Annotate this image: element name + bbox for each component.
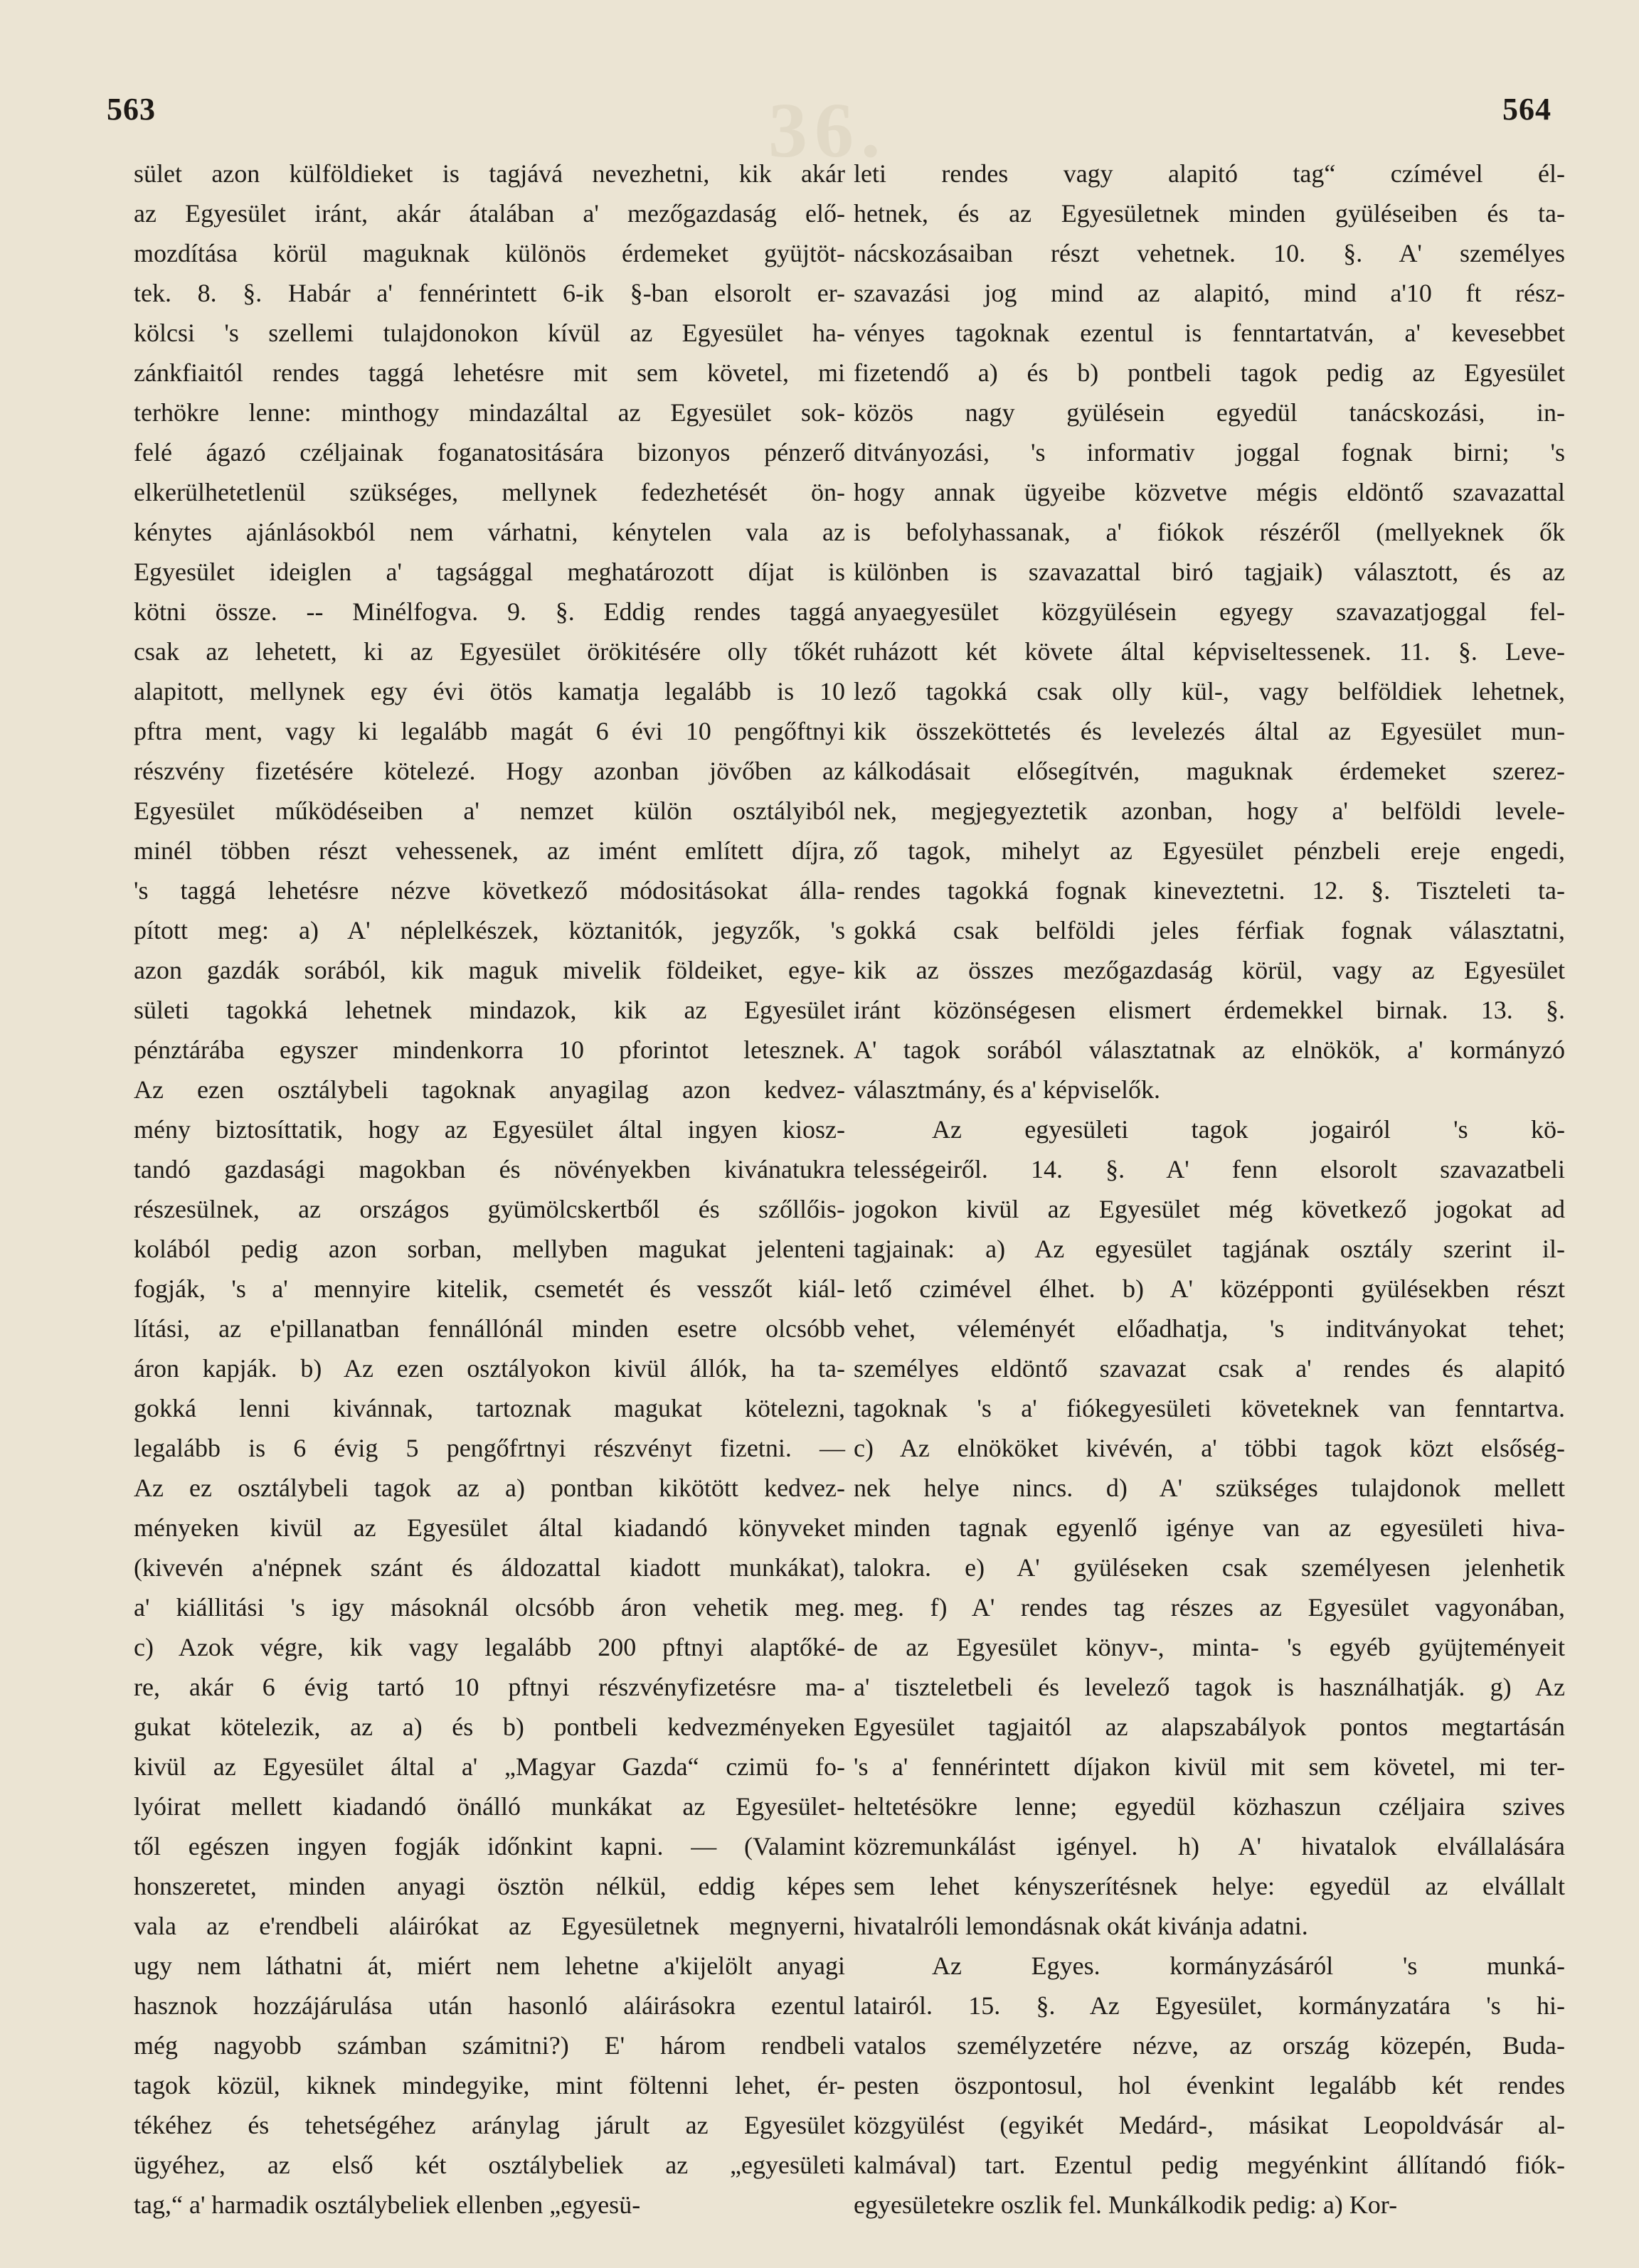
text-line: különben is szavazattal biró tagjaik) választott, és az — [854, 558, 1565, 586]
text-line: pesten öszpontosul, hol évenkint legalább két rendes — [854, 2071, 1565, 2099]
text-line: terhökre lenne: minthogy mindazáltal az Egyesület sok- — [134, 398, 845, 427]
text-line: Az Egyes. kormányzásáról 's munká- — [932, 1952, 1565, 1980]
text-line: kik összeköttetés és levelezés által az Egyesület mun- — [854, 717, 1565, 745]
text-line: Egyesület tagjaitól az alapszabályok pontos megtartásán — [854, 1713, 1565, 1741]
text-line: alapitott, mellynek egy évi ötös kamatja legalább is 10 — [134, 677, 845, 706]
text-line: Az ezen osztálybeli tagoknak anyagilag azon kedvez- — [134, 1075, 845, 1104]
text-line: pított meg: a) A' néplelkészek, köztanitók, jegyzők, 's — [134, 916, 845, 944]
text-line: sületi tagokká lehetnek mindazok, kik az Egyesület — [134, 996, 845, 1024]
text-line: személyes eldöntő szavazat csak a' rendes és alapitó — [854, 1354, 1565, 1383]
text-line: tagok közül, kiknek mindegyike, mint föltenni lehet, ér- — [134, 2071, 845, 2099]
text-line: vehet, véleményét előadhatja, 's inditványokat tehet; — [854, 1314, 1565, 1343]
text-line: kalmával) tart. Ezentul pedig megyénkint állítandó fiók- — [854, 2151, 1565, 2179]
text-line: mozdítása körül maguknak különös érdemeket gyüjtöt- — [134, 239, 845, 267]
text-line: lyóirat mellett kiadandó önálló munkákat az Egyesület- — [134, 1792, 845, 1821]
text-line: kötni össze. -- Minélfogva. 9. §. Eddig rendes taggá — [134, 597, 845, 626]
text-line: hogy annak ügyeibe közvetve mégis eldöntő szavazattal — [854, 478, 1565, 506]
text-line: lező tagokká csak olly kül-, vagy belföldiek lehetnek, — [854, 677, 1565, 706]
left-text-column — [134, 154, 845, 2225]
text-line: latairól. 15. §. Az Egyesület, kormányzatára 's hi- — [854, 1991, 1565, 2020]
text-line: felé ágazó czéljainak foganatositására bizonyos pénzerő — [134, 438, 845, 467]
text-line: fizetendő a) és b) pontbeli tagok pedig az Egyesület — [854, 358, 1565, 387]
text-line: azon gazdák sorából, kik maguk mivelik földeiket, egye- — [134, 956, 845, 984]
text-line: kivül az Egyesület által a' „Magyar Gazda“ czimü fo- — [134, 1752, 845, 1781]
text-line: egyesületekre oszlik fel. Munkálkodik pedig: a) Kor- — [854, 2190, 1398, 2219]
text-line: Az egyesületi tagok jogairól 's kö- — [932, 1115, 1565, 1144]
text-line: vatalos személyzetére nézve, az ország közepén, Buda- — [854, 2031, 1565, 2060]
text-line: heltetésökre lenne; egyedül közhaszun czéljaira szives — [854, 1792, 1565, 1821]
text-line: tagjainak: a) Az egyesület tagjának osztály szerint il- — [854, 1235, 1565, 1263]
text-line: re, akár 6 évig tartó 10 pftnyi részvényfizetésre ma- — [134, 1673, 845, 1701]
right-text-column — [854, 154, 1565, 2225]
text-line: ző tagok, mihelyt az Egyesület pénzbeli ereje engedi, — [854, 836, 1565, 865]
text-line: lítási, az e'pillanatban fennállónál minden esetre olcsóbb — [134, 1314, 845, 1343]
text-line: közgyülést (egyikét Medárd-, másikat Leopoldvásár al- — [854, 2111, 1565, 2139]
text-line: még nagyobb számban számitni?) E' három rendbeli — [134, 2031, 845, 2060]
text-line: csak az lehetett, ki az Egyesület örökitésére olly tőkét — [134, 637, 845, 666]
text-line: tandó gazdasági magokban és növényekben kivánatukra — [134, 1155, 845, 1183]
text-line: is befolyhassanak, a' fiókok részéről (mellyeknek ők — [854, 518, 1565, 546]
text-line: részesülnek, az országos gyümölcskertből és szőllőis- — [134, 1195, 845, 1223]
text-line: Egyesület működéseiben a' nemzet külön osztályiból — [134, 797, 845, 825]
text-line: anyaegyesület közgyülésein egyegy szavazatjoggal fel- — [854, 597, 1565, 626]
text-line: pénztárába egyszer mindenkorra 10 pforintot letesznek. — [134, 1035, 845, 1064]
text-line: iránt közönségesen elismert érdemekkel birnak. 13. §. — [854, 996, 1565, 1024]
ink-bleed-mark: 36. — [768, 87, 888, 174]
text-line: tag,“ a' harmadik osztálybeliek ellenben „egyesü- — [134, 2190, 641, 2219]
text-line: minden tagnak egyenlő igénye van az egyesületi hiva- — [854, 1513, 1565, 1542]
text-line: kölcsi 's szellemi tulajdonokon kívül az Egyesület ha- — [134, 319, 845, 347]
text-line: Egyesület ideiglen a' tagsággal meghatározott díjat is — [134, 558, 845, 586]
text-line: 's a' fennérintett díjakon kivül mit sem követel, mi ter- — [854, 1752, 1565, 1781]
text-line: telességeiről. 14. §. A' fenn elsorolt szavazatbeli — [854, 1155, 1565, 1183]
text-line: c) Azok végre, kik vagy legalább 200 pftnyi alaptőké- — [134, 1633, 845, 1661]
text-line: hivatalróli lemondásnak okát kivánja adatni. — [854, 1912, 1308, 1940]
text-line: ruházott két követe által képviseltessenek. 11. §. Leve- — [854, 637, 1565, 666]
text-line: gokká lenni kivánnak, tartoznak magukat kötelezni, — [134, 1394, 845, 1422]
text-line: legalább is 6 évig 5 pengőfrtnyi részvényt fizetni. — — [134, 1434, 845, 1462]
text-line: vala az e'rendbeli aláirókat az Egyesületnek megnyerni, — [134, 1912, 845, 1940]
page-number-right: 564 — [1502, 92, 1552, 127]
text-line: közremunkálást igényel. h) A' hivatalok elvállalására — [854, 1832, 1565, 1860]
text-line: Az ez osztálybeli tagok az a) pontban kikötött kedvez- — [134, 1474, 845, 1502]
text-line: c) Az elnököket kivévén, a' többi tagok közt elsőség- — [854, 1434, 1565, 1462]
text-line: ditványozási, 's informativ joggal fognak birni; 's — [854, 438, 1565, 467]
text-line: a' tiszteletbeli és levelező tagok is használhatják. g) Az — [854, 1673, 1565, 1701]
text-line: tek. 8. §. Habár a' fennérintett 6-ik §-ban elsorolt er- — [134, 279, 845, 307]
text-line: től egészen ingyen fogják időnkint kapni. — (Valamint — [134, 1832, 845, 1860]
text-line: talokra. e) A' gyüléseken csak személyesen jelenhetik — [854, 1553, 1565, 1582]
text-line: kolából pedig azon sorban, mellyben magukat jelenteni — [134, 1235, 845, 1263]
text-line: honszeretet, minden anyagi ösztön nélkül, eddig képes — [134, 1872, 845, 1900]
text-line: választmány, és a' képviselők. — [854, 1075, 1161, 1104]
text-line: fogják, 's a' mennyire kitelik, csemetét és vesszőt kiál- — [134, 1274, 845, 1303]
text-line: rendes tagokká fognak kineveztetni. 12. §. Tiszteleti ta- — [854, 876, 1565, 905]
text-line: nek helye nincs. d) A' szükséges tulajdonok mellett — [854, 1474, 1565, 1502]
text-line: kik az összes mezőgazdaság körül, vagy az Egyesület — [854, 956, 1565, 984]
text-line: (kivevén a'népnek szánt és áldozattal kiadott munkákat), — [134, 1553, 845, 1582]
text-line: hasznok hozzájárulása után hasonló aláirásokra ezentul — [134, 1991, 845, 2020]
text-line: gukat kötelezik, az a) és b) pontbeli kedvezményeken — [134, 1713, 845, 1741]
text-line: de az Egyesület könyv-, minta- 's egyéb gyüjteményeit — [854, 1633, 1565, 1661]
text-line: kénytes ajánlásokból nem várhatni, kénytelen vala az — [134, 518, 845, 546]
text-line: gokká csak belföldi jeles férfiak fognak választatni, — [854, 916, 1565, 944]
text-line: mény biztosíttatik, hogy az Egyesület által ingyen kiosz- — [134, 1115, 845, 1144]
text-line: 's taggá lehetésre nézve következő módositásokat álla- — [134, 876, 845, 905]
text-line: ügyéhez, az első két osztálybeliek az „egyesületi — [134, 2151, 845, 2179]
text-line: az Egyesület iránt, akár átalában a' mezőgazdaság elő- — [134, 199, 845, 228]
text-line: részvény fizetésére kötelezé. Hogy azonban jövőben az — [134, 757, 845, 785]
text-line: meg. f) A' rendes tag részes az Egyesület vagyonában, — [854, 1593, 1565, 1622]
text-line: ményeken kivül az Egyesület által kiadandó könyveket — [134, 1513, 845, 1542]
text-line: kálkodásait elősegítvén, maguknak érdemeket szerez- — [854, 757, 1565, 785]
text-line: tagoknak 's a' fiókegyesületi követeknek van fenntartva. — [854, 1394, 1565, 1422]
text-line: sület azon külföldieket is tagjává nevezhetni, kik akár — [134, 159, 845, 188]
text-line: nácskozásaiban részt vehetnek. 10. §. A' személyes — [854, 239, 1565, 267]
text-line: hetnek, és az Egyesületnek minden gyüléseiben és ta- — [854, 199, 1565, 228]
text-line: leti rendes vagy alapitó tag“ czímével él- — [854, 159, 1565, 188]
text-line: jogokon kivül az Egyesület még következő jogokat ad — [854, 1195, 1565, 1223]
text-line: nek, megjegyeztetik azonban, hogy a' belföldi levele- — [854, 797, 1565, 825]
text-line: lető czimével élhet. b) A' középponti gyülésekben részt — [854, 1274, 1565, 1303]
text-line: minél többen részt vehessenek, az imént említett díjra, — [134, 836, 845, 865]
text-line: közös nagy gyülésein egyedül tanácskozási, in- — [854, 398, 1565, 427]
text-line: vényes tagoknak ezentul is fenntartatván, a' kevesebbet — [854, 319, 1565, 347]
text-line: elkerülhetetlenül szükséges, mellynek fedezhetését ön- — [134, 478, 845, 506]
text-line: ugy nem láthatni át, miért nem lehetne a'kijelölt anyagi — [134, 1952, 845, 1980]
text-line: a' kiállitási 's igy másoknál olcsóbb áron vehetik meg. — [134, 1593, 845, 1622]
text-line: szavazási jog mind az alapitó, mind a'10 ft rész- — [854, 279, 1565, 307]
text-line: tékéhez és tehetségéhez aránylag járult az Egyesület — [134, 2111, 845, 2139]
text-line: áron kapják. b) Az ezen osztályokon kivül állók, ha ta- — [134, 1354, 845, 1383]
text-line: zánkfiaitól rendes taggá lehetésre mit sem követel, mi — [134, 358, 845, 387]
page-number-left: 563 — [107, 92, 156, 127]
text-line: A' tagok sorából választatnak az elnökök, a' kormányzó — [854, 1035, 1565, 1064]
text-line: sem lehet kényszerítésnek helye: egyedül az elvállalt — [854, 1872, 1565, 1900]
text-line: pftra ment, vagy ki legalább magát 6 évi 10 pengőftnyi — [134, 717, 845, 745]
